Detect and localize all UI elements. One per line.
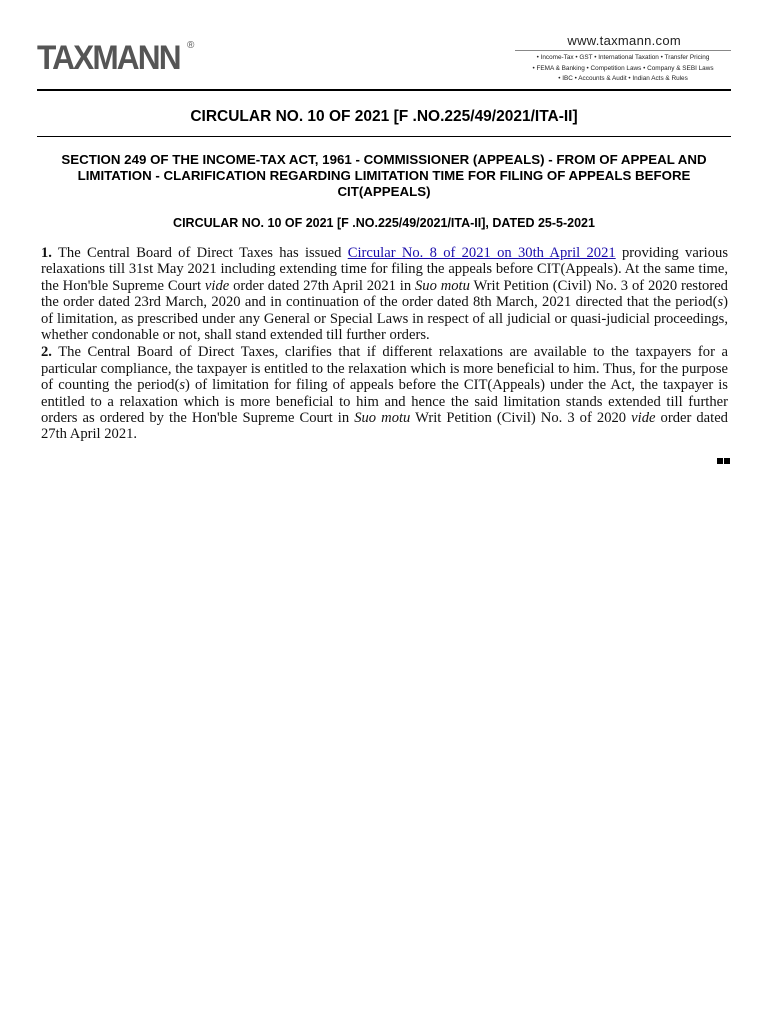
- taxmann-logo: TAXMANN: [37, 39, 180, 77]
- paragraph-text: ) of limitation for filing of appeals before the CIT(Appeals) under the Act, the taxpayer is entitled to a relaxation which is more beneficial to him and hence the said limitation stands extended till further orders as ordered by the Hon'ble Supreme Court in: [41, 377, 728, 427]
- paragraph-number: 1.: [41, 245, 52, 261]
- title-top-rule: [37, 89, 731, 91]
- paragraph-1: [41, 245, 728, 343]
- page-header: [37, 33, 731, 91]
- paragraph-text: order dated 27th April 2021.: [41, 410, 728, 443]
- paragraph-number: 2.: [41, 344, 52, 361]
- practice-area-line: • FEMA & Banking • Competition Laws • Company & SEBI Laws: [532, 64, 714, 72]
- paragraph-text: The Central Board of Direct Taxes, clarifies that if different relaxations are available to the taxpayers for a particular compliance, the taxpayer is entitled to the relaxation which is more beneficial to him. Thus, for the purpose of counting the period(: [41, 344, 728, 394]
- paragraph-text: Writ Petition (Civil) No. 3 of 2020 restored the order dated 23rd March, 2020 and in continuation of the order dated 8th March, 2021 directed that the period(: [41, 277, 728, 311]
- section-heading: SECTION 249 OF THE INCOME-TAX ACT, 1961 - COMMISSIONER (APPEALS) - FROM OF APPEAL AND LIMITATION - CLARIFICATION REGARDING LIMITATION TIME FOR FILING OF APPEALS BEFORE CIT(APPEALS): [61, 152, 707, 199]
- circular-title: CIRCULAR NO. 10 OF 2021 [F .NO.225/49/2021/ITA-II]: [190, 108, 578, 125]
- paragraph-text: order dated 27th April 2021 in: [233, 277, 412, 294]
- practice-area-line: • Income-Tax • GST • International Taxation • Transfer Pricing: [536, 54, 710, 61]
- italic-term: vide: [204, 277, 230, 294]
- italic-term: Suo motu: [414, 277, 470, 294]
- title-bottom-rule: [37, 136, 731, 137]
- practice-area-line: • IBC • Accounts & Audit • Indian Acts & Rules: [558, 75, 688, 82]
- circular-8-link[interactable]: Circular No. 8 of 2021 on 30th April 2021: [347, 245, 616, 261]
- practice-areas: [515, 53, 731, 85]
- header-divider: [515, 50, 731, 51]
- circular-body: [41, 245, 728, 444]
- paragraph-text: providing various relaxations till 31st May 2021 including extending time for filing the appeals before CIT(Appeals). At the same time, the Hon'ble Supreme Court: [41, 245, 728, 294]
- paragraph-text: ) of limitation, as prescribed under any General or Special Laws in respect of all judicial or quasi-judicial proceedings, whether condonable or not, shall stand extended till further orders.: [41, 294, 728, 344]
- website-url[interactable]: www.taxmann.com: [567, 33, 681, 48]
- end-of-document-mark: [717, 458, 730, 464]
- paragraph-text: Writ Petition (Civil) No. 3 of 2020: [415, 410, 627, 427]
- italic-term: vide: [631, 410, 656, 427]
- circular-subheading: CIRCULAR NO. 10 OF 2021 [F .NO.225/49/2021/ITA-II], DATED 25-5-2021: [173, 216, 595, 230]
- paragraph-text: The Central Board of Direct Taxes has issued: [57, 245, 342, 261]
- italic-term: Suo motu: [354, 410, 411, 427]
- italic-term: s: [717, 294, 724, 311]
- paragraph-2: [41, 344, 728, 442]
- registered-mark: ®: [187, 40, 195, 51]
- italic-term: s: [179, 377, 186, 394]
